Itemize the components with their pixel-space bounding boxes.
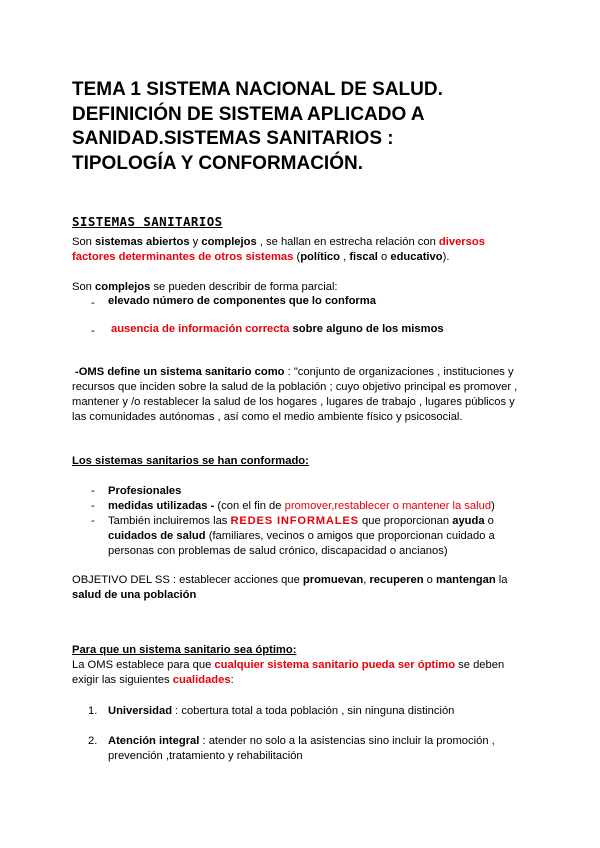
list-number: 1. <box>88 705 98 717</box>
paragraph-line: recursos que inciden sobre la salud de la población ; cuyo objetivo principal es promover , <box>72 381 518 393</box>
bullet-dash: - <box>91 500 95 512</box>
bullet-dash: - <box>91 515 95 527</box>
bullet-item: También incluiremos las REDES INFORMALES que proporcionan ayuda o <box>108 515 494 527</box>
title-line: SANIDAD.SISTEMAS SANITARIOS : <box>72 128 394 149</box>
list-item: Universidad : cobertura total a toda población , sin ninguna distinción <box>108 705 455 717</box>
bullet-item-continued: personas con problemas de salud crónico, discapacidad o ancianos) <box>108 545 448 557</box>
bullet-item: ausencia de información correcta sobre alguno de los mismos <box>111 323 444 335</box>
paragraph-line: Son complejos se pueden describir de forma parcial: <box>72 281 338 293</box>
list-number: 2. <box>88 735 98 747</box>
paragraph-line: factores determinantes de otros sistemas (político , fiscal o educativo). <box>72 251 450 263</box>
bullet-item-continued: cuidados de salud (familiares, vecinos o amigos que proporcionan cuidado a <box>108 530 495 542</box>
bullet-item: Profesionales <box>108 485 182 497</box>
paragraph-line: -OMS define un sistema sanitario como : "conjunto de organizaciones , instituciones y <box>75 366 514 378</box>
paragraph-line: exigir las siguientes cualidades: <box>72 674 234 686</box>
section-heading-optimo: Para que un sistema sanitario sea óptimo: <box>72 644 297 656</box>
paragraph-line: salud de una población <box>72 589 197 601</box>
paragraph-line: mantener y /o restablecer la salud de los hogares , lugares de trabajo , lugares públicos y <box>72 396 515 408</box>
paragraph-line: las comunidades autónomas , así como el medio ambiente físico y psicosocial. <box>72 411 463 423</box>
list-item: Atención integral : atender no solo a la asistencias sino incluir la promoción , <box>108 735 495 747</box>
section-heading-conformado: Los sistemas sanitarios se han conformado: <box>72 455 309 467</box>
bullet-dash: - <box>91 297 95 309</box>
bullet-item: elevado número de componentes que lo conforma <box>108 295 376 307</box>
title-line: DEFINICIÓN DE SISTEMA APLICADO A <box>72 103 425 125</box>
paragraph-line: OBJETIVO DEL SS : establecer acciones que promuevan, recuperen o mantengan la <box>72 574 508 586</box>
title-line: TEMA 1 SISTEMA NACIONAL DE SALUD. <box>72 79 443 100</box>
list-item-continued: prevención ,tratamiento y rehabilitación <box>108 750 303 762</box>
bullet-dash: - <box>91 485 95 497</box>
title-line: TIPOLOGÍA Y CONFORMACIÓN. <box>72 152 363 174</box>
section-heading-sistemas-sanitarios: SISTEMAS SANITARIOS <box>72 214 223 229</box>
paragraph-line: La OMS establece para que cualquier sistema sanitario pueda ser óptimo se deben <box>72 659 505 671</box>
document-title <box>72 78 542 176</box>
paragraph-line: Son sistemas abiertos y complejos , se hallan en estrecha relación con diversos <box>72 236 485 248</box>
bullet-item: medidas utilizadas - (con el fin de promover,restablecer o mantener la salud) <box>108 500 495 512</box>
bullet-dash: - <box>91 325 95 337</box>
